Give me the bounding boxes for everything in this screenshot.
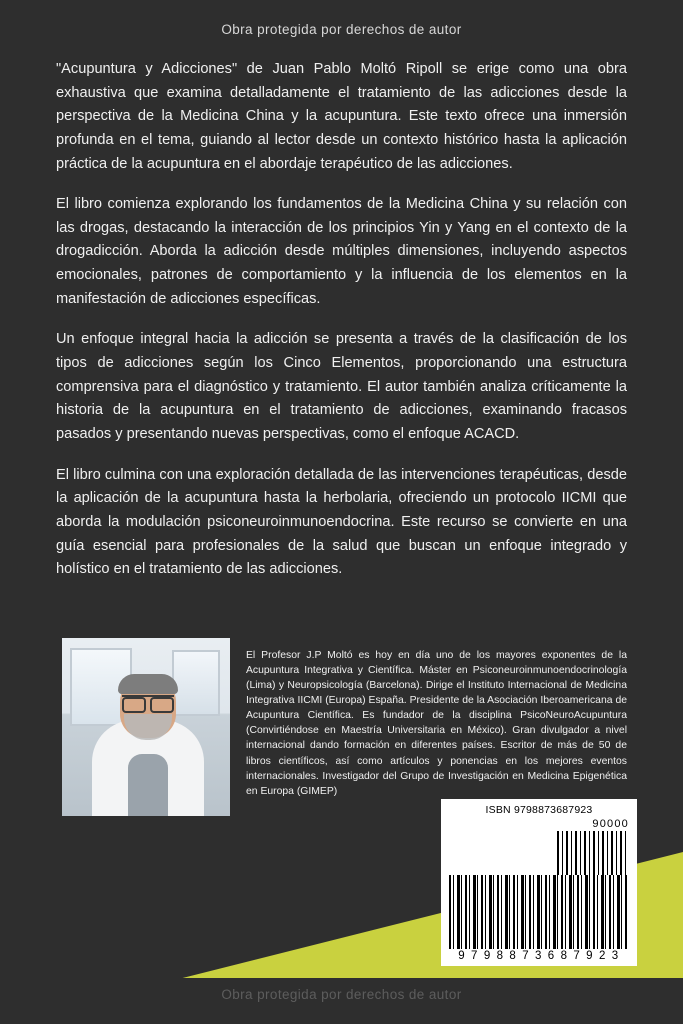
ean13-digits: 9 7 9 8 8 7 3 6 8 7 9 2 3: [458, 950, 620, 962]
copyright-notice-top: Obra protegida por derechos de autor: [221, 22, 462, 37]
photo-window-right: [172, 650, 220, 716]
author-photo: [62, 638, 230, 816]
book-description: [56, 58, 627, 582]
ean13-barcode: [449, 875, 629, 949]
ean5-digits: 90000: [592, 818, 629, 830]
description-paragraph-2: El libro comienza explorando los fundamentos de la Medicina China y su relación con las drogas, destacando la interacción de los principios Yin y Yang en el contexto de la drogadicción. Aborda la adicción desde múltiples dimensiones, incluyendo aspectos emocionales, patrones de comportamiento y la influencia de los elementos en la manifestación de adicciones específicas.: [56, 196, 627, 307]
description-paragraph-3: Un enfoque integral hacia la adicción se presenta a través de la clasificación de los tipos de adicciones según los Cinco Elementos, proporcionando una estructura comprensiva para el diagnóstico y tratamiento. El autor también analiza críticamente la historia de la acupuntura en el tratamiento de adicciones, examinando fracasos pasados y presentando nuevas perspectivas, como el enfoque ACACD.: [56, 331, 627, 442]
ean5-barcode: [557, 831, 629, 875]
barcode-block: [441, 799, 637, 966]
author-bio: El Profesor J.P Moltó es hoy en día uno de los mayores exponentes de la Acupuntura Integrativa y Científica. Máster en Psiconeuroinmunoendocrinología (Lima) y Neuropsicología (Barcelona). Dirige el Instituto Internacional de Medicina Integrativa IICMI (Europa) España. Presidente de la Asociación Iberoamericana de Acupuntura Científica. Es fundador de la disciplina PsicoNeuroAcupuntura (Convirtiéndose en Maestría Universitaria en México). Gran divulgador a nivel internacional dando formación en diferentes países. Escritor de más de 50 de libros científicos, así como artículos y ponencias en los mejores eventos internacionales. Investigador del Grupo de Investigación en Medicina Epigenética en Europa (GIMEP): [246, 650, 627, 797]
photo-figure-shirt: [128, 754, 168, 816]
description-paragraph-1: "Acupuntura y Adicciones" de Juan Pablo Moltó Ripoll se erige como una obra exhaustiva que examina detalladamente el tratamiento de las adicciones desde la perspectiva de la Medicina China y la acupuntura. Este texto ofrece una inmersión profunda en el tema, guiando al lector desde un contexto histórico hasta la aplicación práctica de la acupuntura en el abordaje terapéutico de las adicciones.: [56, 61, 627, 172]
author-section: [62, 638, 627, 816]
photo-figure-hair: [118, 674, 178, 694]
description-paragraph-4: El libro culmina con una exploración detallada de las intervenciones terapéuticas, desde la aplicación de la acupuntura hasta la herbolaria, ofreciendo un protocolo IICMI que aborda la modulación psiconeuroinmunoendocrina. Este recurso se convierte en una guía esencial para profesionales de la salud que buscan un enfoque integrado y holístico en el tratamiento de las adicciones.: [56, 466, 627, 578]
copyright-notice-bottom: Obra protegida por derechos de autor: [221, 987, 462, 1002]
isbn-label: ISBN 9798873687923: [485, 804, 593, 816]
photo-figure-glasses: [122, 695, 174, 710]
